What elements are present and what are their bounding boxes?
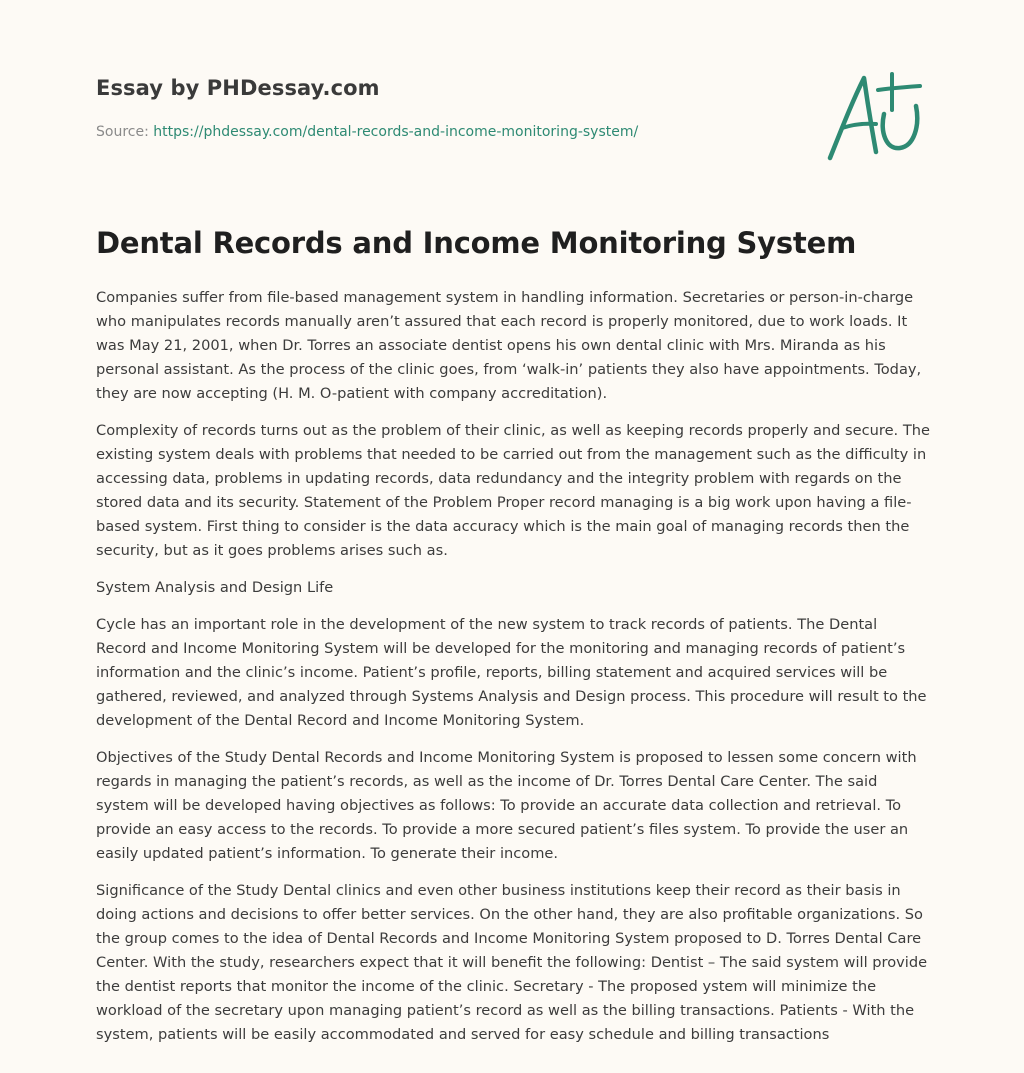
site-brand: Essay by PHDessay.com xyxy=(96,76,380,100)
paragraph: Companies suffer from file-based management system in handling information. Secretaries or person-in-charge who manipulates records manually aren’t assured that each record is properly monitored, due to work loads. It was May 21, 2001, when Dr. Torres an associate dentist opens his own dental clinic with Mrs. Miranda as his personal assistant. As the process of the clinic goes, from ‘walk-in’ patients they also have appointments. Today, they are now accepting (H. M. O-patient with company accreditation). xyxy=(96,289,922,402)
paragraph: Objectives of the Study Dental Records and Income Monitoring System is proposed to lessen some concern with regards in managing the patient’s records, as well as the income of Dr. Torres Dental Care Center. The said system will be developed having objectives as follows: To provide an accurate data collection and retrieval. To provide an easy access to the records. To provide a more secured patient’s files system. To provide the user an easily updated patient’s information. To generate their income. xyxy=(96,749,917,862)
source-label: Source: xyxy=(96,124,149,140)
article-title: Dental Records and Income Monitoring System xyxy=(96,226,857,260)
source-line xyxy=(96,124,638,140)
paragraph: Cycle has an important role in the development of the new system to track records of patients. The Dental Record and Income Monitoring System will be developed for the monitoring and managing records of patient’s information and the clinic’s income. Patient’s profile, reports, billing statement and acquired services will be gathered, reviewed, and analyzed through Systems Analysis and Design process. This procedure will result to the development of the Dental Record and Income Monitoring System. xyxy=(96,616,927,729)
source-link[interactable]: https://phdessay.com/dental-records-and-income-monitoring-system/ xyxy=(153,124,639,140)
paragraph: Significance of the Study Dental clinics and even other business institutions keep their record as their basis in doing actions and decisions to offer better services. On the other hand, they are also profitable organizations. So the group comes to the idea of Dental Records and Income Monitoring System proposed to D. Torres Dental Care Center. With the study, researchers expect that it will benefit the following: Dentist – The said system will provide the dentist reports that monitor the income of the clinic. Secretary - The proposed ystem will minimize the workload of the secretary upon managing patient’s record as well as the billing transactions. Patients - With the system, patients will be easily accommodated and served for easy schedule and billing transactions xyxy=(96,882,928,1043)
a-plus-icon xyxy=(820,66,932,166)
paragraph: System Analysis and Design Life xyxy=(96,579,334,596)
article-body xyxy=(96,286,932,1060)
paragraph: Complexity of records turns out as the problem of their clinic, as well as keeping records properly and secure. The existing system deals with problems that needed to be carried out from the management such as the difficulty in accessing data, problems in updating records, data redundancy and the integrity problem with regards on the stored data and its security. Statement of the Problem Proper record managing is a big work upon having a file-based system. First thing to consider is the data accuracy which is the main goal of managing records then the security, but as it goes problems arises such as. xyxy=(96,422,930,559)
